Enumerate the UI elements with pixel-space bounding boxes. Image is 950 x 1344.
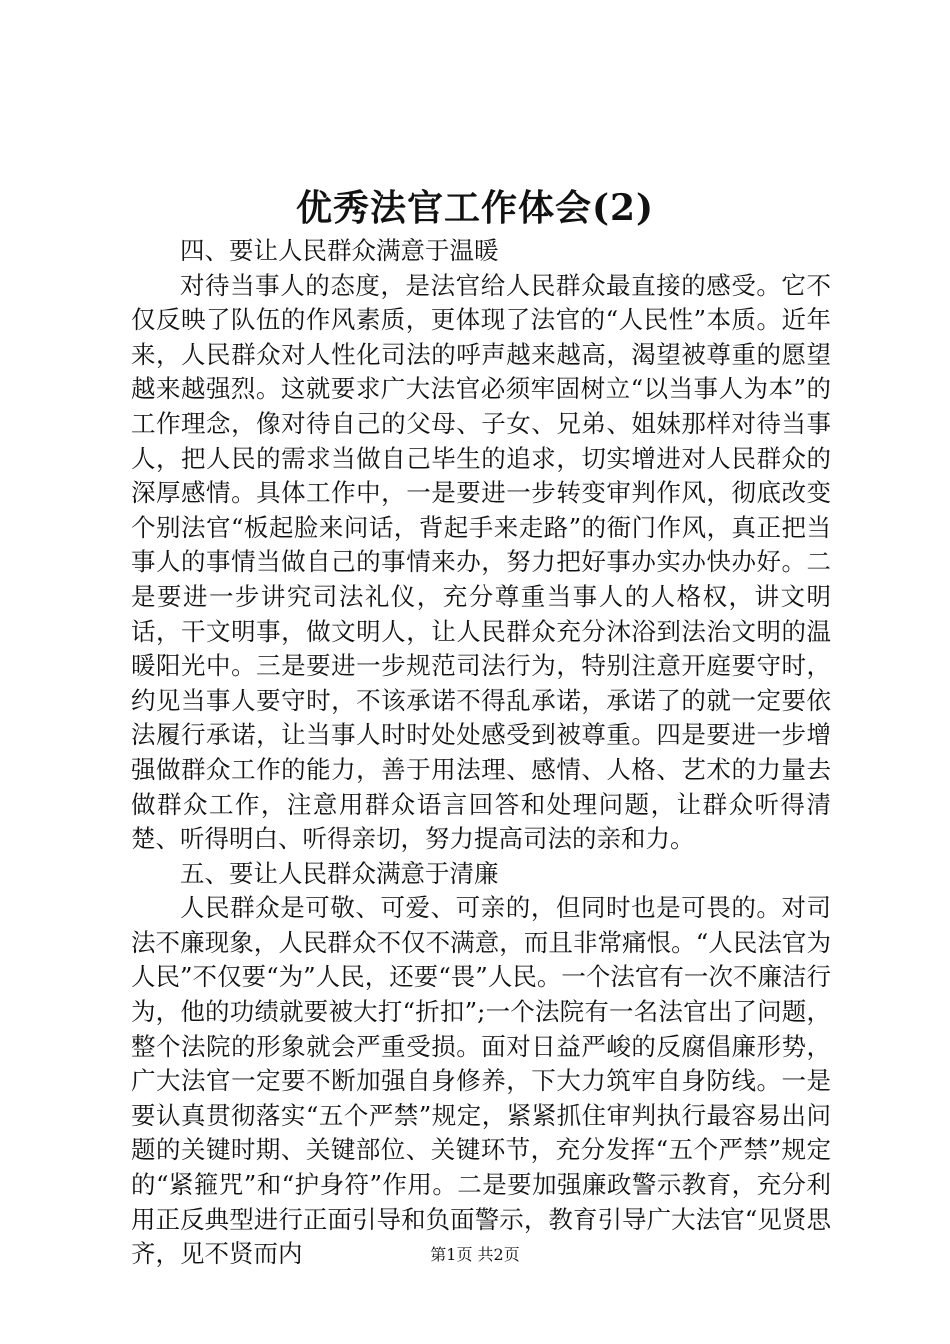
document-title: 优秀法官工作体会(2) bbox=[295, 187, 655, 229]
document-body bbox=[131, 234, 831, 1272]
body-paragraph: 对待当事人的态度，是法官给人民群众最直接的感受。它不仅反映了队伍的作风素质，更体现了法官的“人民性”本质。近年来，人民群众对人性化司法的呼声越来越高，渴望被尊重的愿望越来越强烈。这就要求广大法官必须牢固树立“以当事人为本”的工作理念，像对待自己的父母、子女、兄弟、姐妹那样对待当事人，把人民的需求当做自己毕生的追求，切实增进对人民群众的深厚感情。具体工作中，一是要进一步转变审判作风，彻底改变个别法官“板起脸来问话，背起手来走路”的衙门作风，真正把当事人的事情当做自己的事情来办，努力把好事办实办快办好。二是要进一步讲究司法礼仪，充分尊重当事人的人格权，讲文明话，干文明事，做文明人，让人民群众充分沐浴到法治文明的温暖阳光中。三是要进一步规范司法行为，特别注意开庭要守时，约见当事人要守时，不该承诺不得乱承诺，承诺了的就一定要依法履行承诺，让当事人时时处处感受到被尊重。四是要进一步增强做群众工作的能力，善于用法理、感情、人格、艺术的力量去做群众工作，注意用群众语言回答和处理问题，让群众听得清楚、听得明白、听得亲切，努力提高司法的亲和力。 bbox=[131, 270, 831, 854]
section-heading-5: 五、要让人民群众满意于清廉 bbox=[180, 858, 499, 888]
section-heading-4: 四、要让人民群众满意于温暖 bbox=[180, 236, 499, 265]
body-paragraph: 人民群众是可敬、可爱、可亲的，但同时也是可畏的。对司法不廉现象，人民群众不仅不满意，而且非常痛恨。“人民法官为人民”不仅要“为”人民，还要“畏”人民。一个法官有一次不廉洁行为，他的功绩就要被大打“折扣”;一个法院有一名法官出了问题，整个法院的形象就会严重受损。面对日益严峻的反腐倡廉形势，广大法官一定要不断加强自身修养，下大力筑牢自身防线。一是要认真贯彻落实“五个严禁”规定，紧紧抓住审判执行最容易出问题的关键时期、关键部位、关键环节，充分发挥“五个严禁”规定的“紧箍咒”和“护身符”作用。二是要加强廉政警示教育，充分利用正反典型进行正面引导和负面警示，教育引导广大法官“见贤思齐，见不贤而内 bbox=[131, 893, 831, 1269]
page-number-footer: 第1页 共2页 bbox=[430, 1245, 520, 1264]
